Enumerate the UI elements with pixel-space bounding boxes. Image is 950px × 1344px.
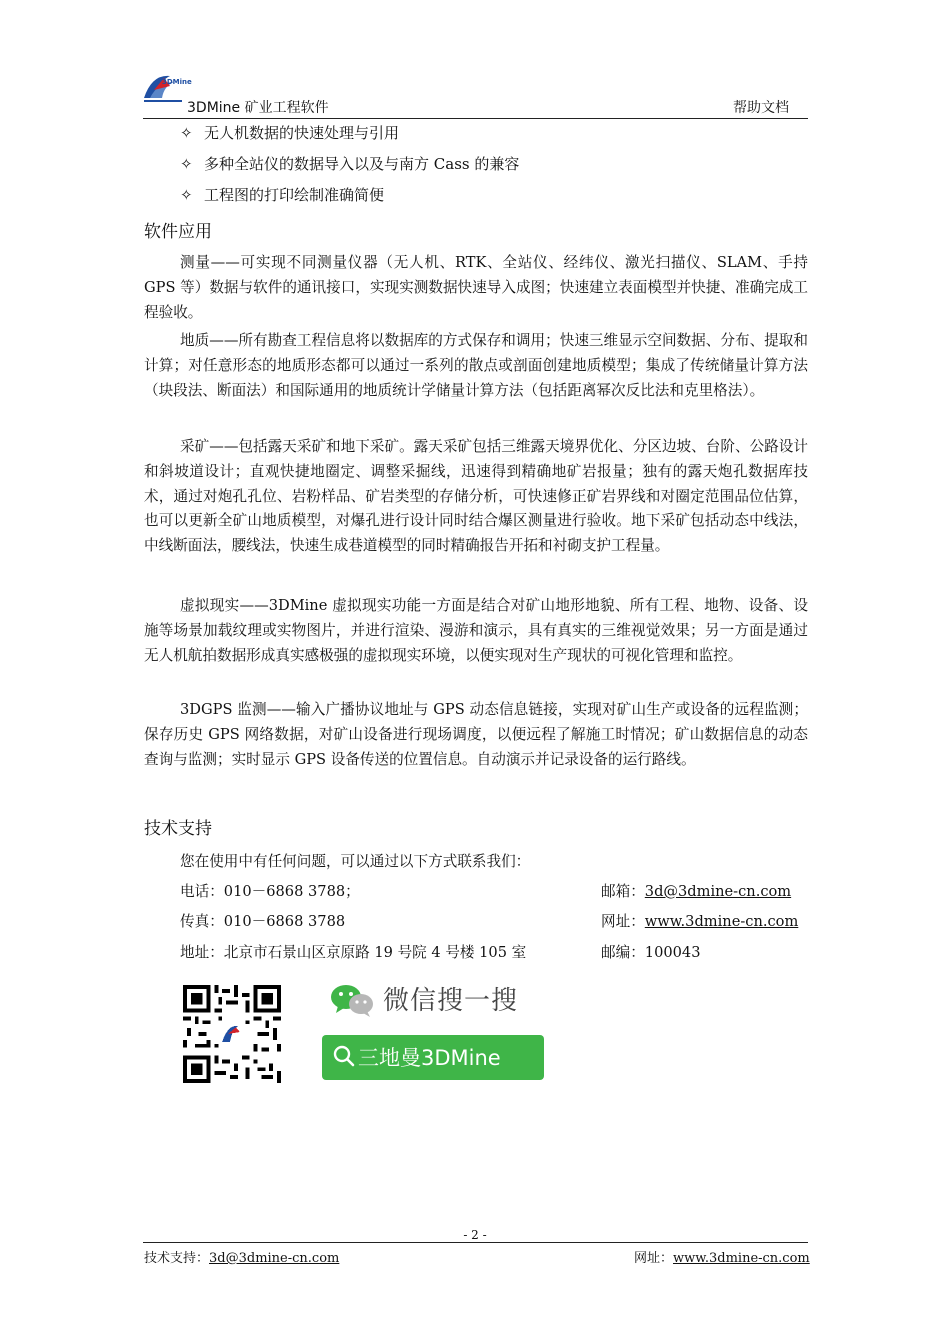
email-link[interactable]: 3d@3dmine-cn.com: [644, 883, 792, 900]
feature-bullet: ✧ 无人机数据的快速处理与引用: [180, 124, 400, 142]
paragraph-3dgps: 3DGPS 监测——输入广播协议地址与 GPS 动态信息链接，实现对矿山生产或设备的远程监测；保存历史 GPS 网络数据，对矿山设备进行现场调度，以便远程了解施工时情况；矿山数据信息的动态查询与监测；实时显示 GPS 设备传送的位置信息。自动演示并记录设备的运行路线。: [144, 701, 808, 768]
page-number: - 2 -: [463, 1228, 487, 1242]
company-logo: [140, 68, 192, 106]
qr-code-image: [183, 985, 281, 1083]
wechat-search-title: 微信搜一搜: [383, 986, 519, 1016]
footer-divider: [143, 1242, 808, 1243]
feature-bullet: ✧ 工程图的打印绘制准确简便: [180, 186, 385, 204]
contact-email: 邮箱：3d@3dmine-cn.com: [601, 883, 792, 900]
feature-bullet: ✧ 多种全站仪的数据导入以及与南方 Cass 的兼容: [180, 155, 520, 173]
contact-intro: 您在使用中有任何问题，可以通过以下方式联系我们：: [180, 853, 531, 870]
paragraph-virtual-reality: 虚拟现实——3DMine 虚拟现实功能一方面是结合对矿山地形地貌、所有工程、地物、设备、设施等场景加载纹理或实物图片，并进行渲染、漫游和演示，具有真实的三维视觉效果；另一方面是通过无人机航拍数据形成真实感极强的虚拟现实环境，以便实现对生产现状的可视化管理和监控。: [144, 597, 808, 664]
footer-website-link[interactable]: www.3dmine-cn.com: [673, 1251, 810, 1266]
contact-zip: 邮编：100043: [601, 944, 701, 961]
header-title: 3DMine 矿业工程软件: [187, 100, 329, 116]
svg-text:3DMine: 3DMine: [162, 78, 192, 86]
bullet-star-icon: ✧: [180, 155, 193, 173]
contact-fax: 传真：010－6868 3788: [180, 913, 346, 930]
bullet-star-icon: ✧: [180, 124, 193, 142]
paragraph-mining: 采矿——包括露天采矿和地下采矿。露天采矿包括三维露天境界优化、分区边坡、台阶、公路设计和斜坡道设计；直观快捷地圈定、调整采掘线，迅速得到精确地矿岩报量；独有的露天炮孔数据库技术，通过对炮孔孔位、岩粉样品、矿岩类型的存储分析，可快速修正矿岩界线和对圈定范围品位估算，也可以更新全矿山地质模型，对爆孔进行设计同时结合爆区测量进行验收。地下采矿包括动态中线法，中线断面法，腰线法，快速生成巷道模型的同时精确报告开拓和衬砌支护工程量。: [144, 438, 808, 555]
section-title-support: 技术支持: [144, 819, 212, 839]
website-link[interactable]: www.3dmine-cn.com: [644, 913, 799, 930]
header-divider: [143, 118, 808, 119]
section-title-applications: 软件应用: [144, 222, 212, 242]
footer-website: 网址：www.3dmine-cn.com: [634, 1251, 810, 1266]
contact-phone: 电话：010－6868 3788；: [180, 883, 360, 900]
paragraph-survey: 测量——可实现不同测量仪器（无人机、RTK、全站仪、经纬仪、激光扫描仪、SLAM、手持 GPS 等）数据与软件的通讯接口，实现实测数据快速导入成图；快速建立表面模型并快捷、准确完成工程验收。: [144, 254, 808, 321]
footer-support: 技术支持：3d@3dmine-cn.com: [144, 1251, 340, 1266]
header-doc-type: 帮助文档: [733, 100, 789, 116]
bullet-star-icon: ✧: [180, 186, 193, 204]
footer-email-link[interactable]: 3d@3dmine-cn.com: [209, 1251, 340, 1266]
wechat-icon: [330, 982, 374, 1018]
wechat-search-button-label: 三地曼3DMine: [358, 1046, 501, 1070]
contact-address: 地址：北京市石景山区京原路 19 号院 4 号楼 105 室: [180, 944, 527, 961]
search-icon: [333, 1044, 355, 1068]
contact-web: 网址：www.3dmine-cn.com: [601, 913, 799, 930]
paragraph-geology: 地质——所有勘查工程信息将以数据库的方式保存和调用；快速三维显示空间数据、分布、提取和计算；对任意形态的地质形态都可以通过一系列的散点或剖面创建地质模型；集成了传统储量计算方法（块段法、断面法）和国际通用的地质统计学储量计算方法（包括距离幂次反比法和克里格法）。: [144, 332, 808, 399]
